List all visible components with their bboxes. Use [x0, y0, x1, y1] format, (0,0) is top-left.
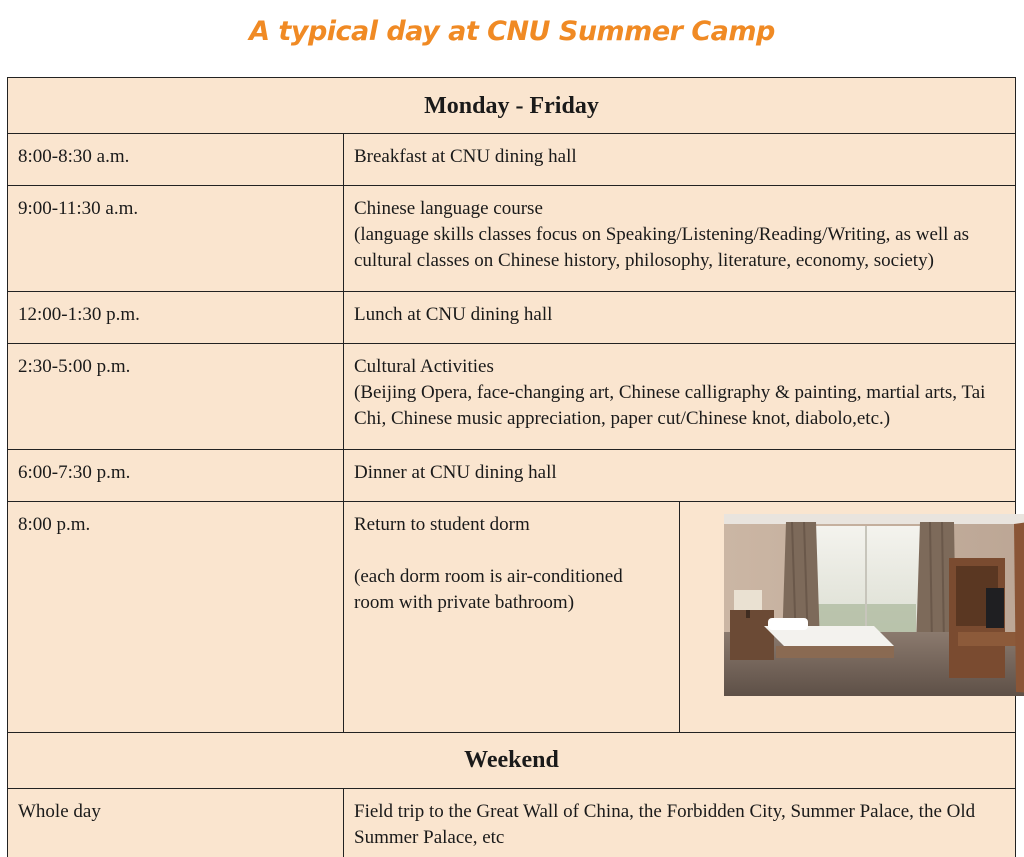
- activity-title: Breakfast at CNU dining hall: [354, 146, 577, 168]
- time-cell: Whole day: [8, 788, 344, 857]
- activity-cell: [344, 788, 1016, 857]
- time-cell: 2:30-5:00 p.m.: [8, 343, 344, 450]
- weekday-heading: Monday - Friday: [8, 78, 1016, 134]
- table-row: [8, 292, 1016, 343]
- activity-title: Lunch at CNU dining hall: [354, 304, 553, 326]
- activity-title: Dinner at CNU dining hall: [354, 462, 557, 484]
- schedule-table: [7, 77, 1016, 857]
- time-cell: 8:00 p.m.: [8, 501, 344, 732]
- weekend-header-row: [8, 732, 1016, 788]
- activity-cell: [344, 343, 1016, 450]
- time-cell: 12:00-1:30 p.m.: [8, 292, 344, 343]
- time-cell: 9:00-11:30 a.m.: [8, 185, 344, 292]
- table-row: [8, 450, 1016, 501]
- activity-cell: [344, 185, 1016, 292]
- table-row: [8, 501, 1016, 732]
- weekend-heading: Weekend: [8, 732, 1016, 788]
- activity-details: (language skills classes focus on Speaking/Listening/Reading/Writing, as well as cultural classes on Chinese history, philosophy, literature, economy, society): [354, 223, 970, 271]
- table-row: [8, 134, 1016, 185]
- activity-details-line2: room with private bathroom): [354, 591, 575, 613]
- activity-title: Return to student dorm: [354, 513, 530, 535]
- activity-cell: [344, 292, 1016, 343]
- activity-cell: [344, 450, 1016, 501]
- activity-title: Field trip to the Great Wall of China, the Forbidden City, Summer Palace, the Old Summer Palace, etc: [354, 800, 976, 848]
- activity-cell: [344, 501, 680, 732]
- activity-cell: [344, 134, 1016, 185]
- spacer: [354, 538, 669, 564]
- table-row: [8, 788, 1016, 857]
- activity-details-line1: (each dorm room is air-conditioned: [354, 565, 623, 587]
- activity-title: Cultural Activities: [354, 355, 494, 377]
- table-row: [8, 343, 1016, 450]
- activity-details: (Beijing Opera, face-changing art, Chinese calligraphy & painting, martial arts, Tai Chi, Chinese music appreciation, paper cut/Chinese knot, diabolo,etc.): [354, 381, 986, 429]
- activity-title: Chinese language course: [354, 197, 543, 219]
- table-row: [8, 185, 1016, 292]
- page-title: A typical day at CNU Summer Camp: [249, 16, 775, 47]
- dorm-room-photo: [724, 514, 1024, 696]
- photo-cell: [680, 501, 1016, 732]
- weekday-header-row: [8, 78, 1016, 134]
- time-cell: 6:00-7:30 p.m.: [8, 450, 344, 501]
- time-cell: 8:00-8:30 a.m.: [8, 134, 344, 185]
